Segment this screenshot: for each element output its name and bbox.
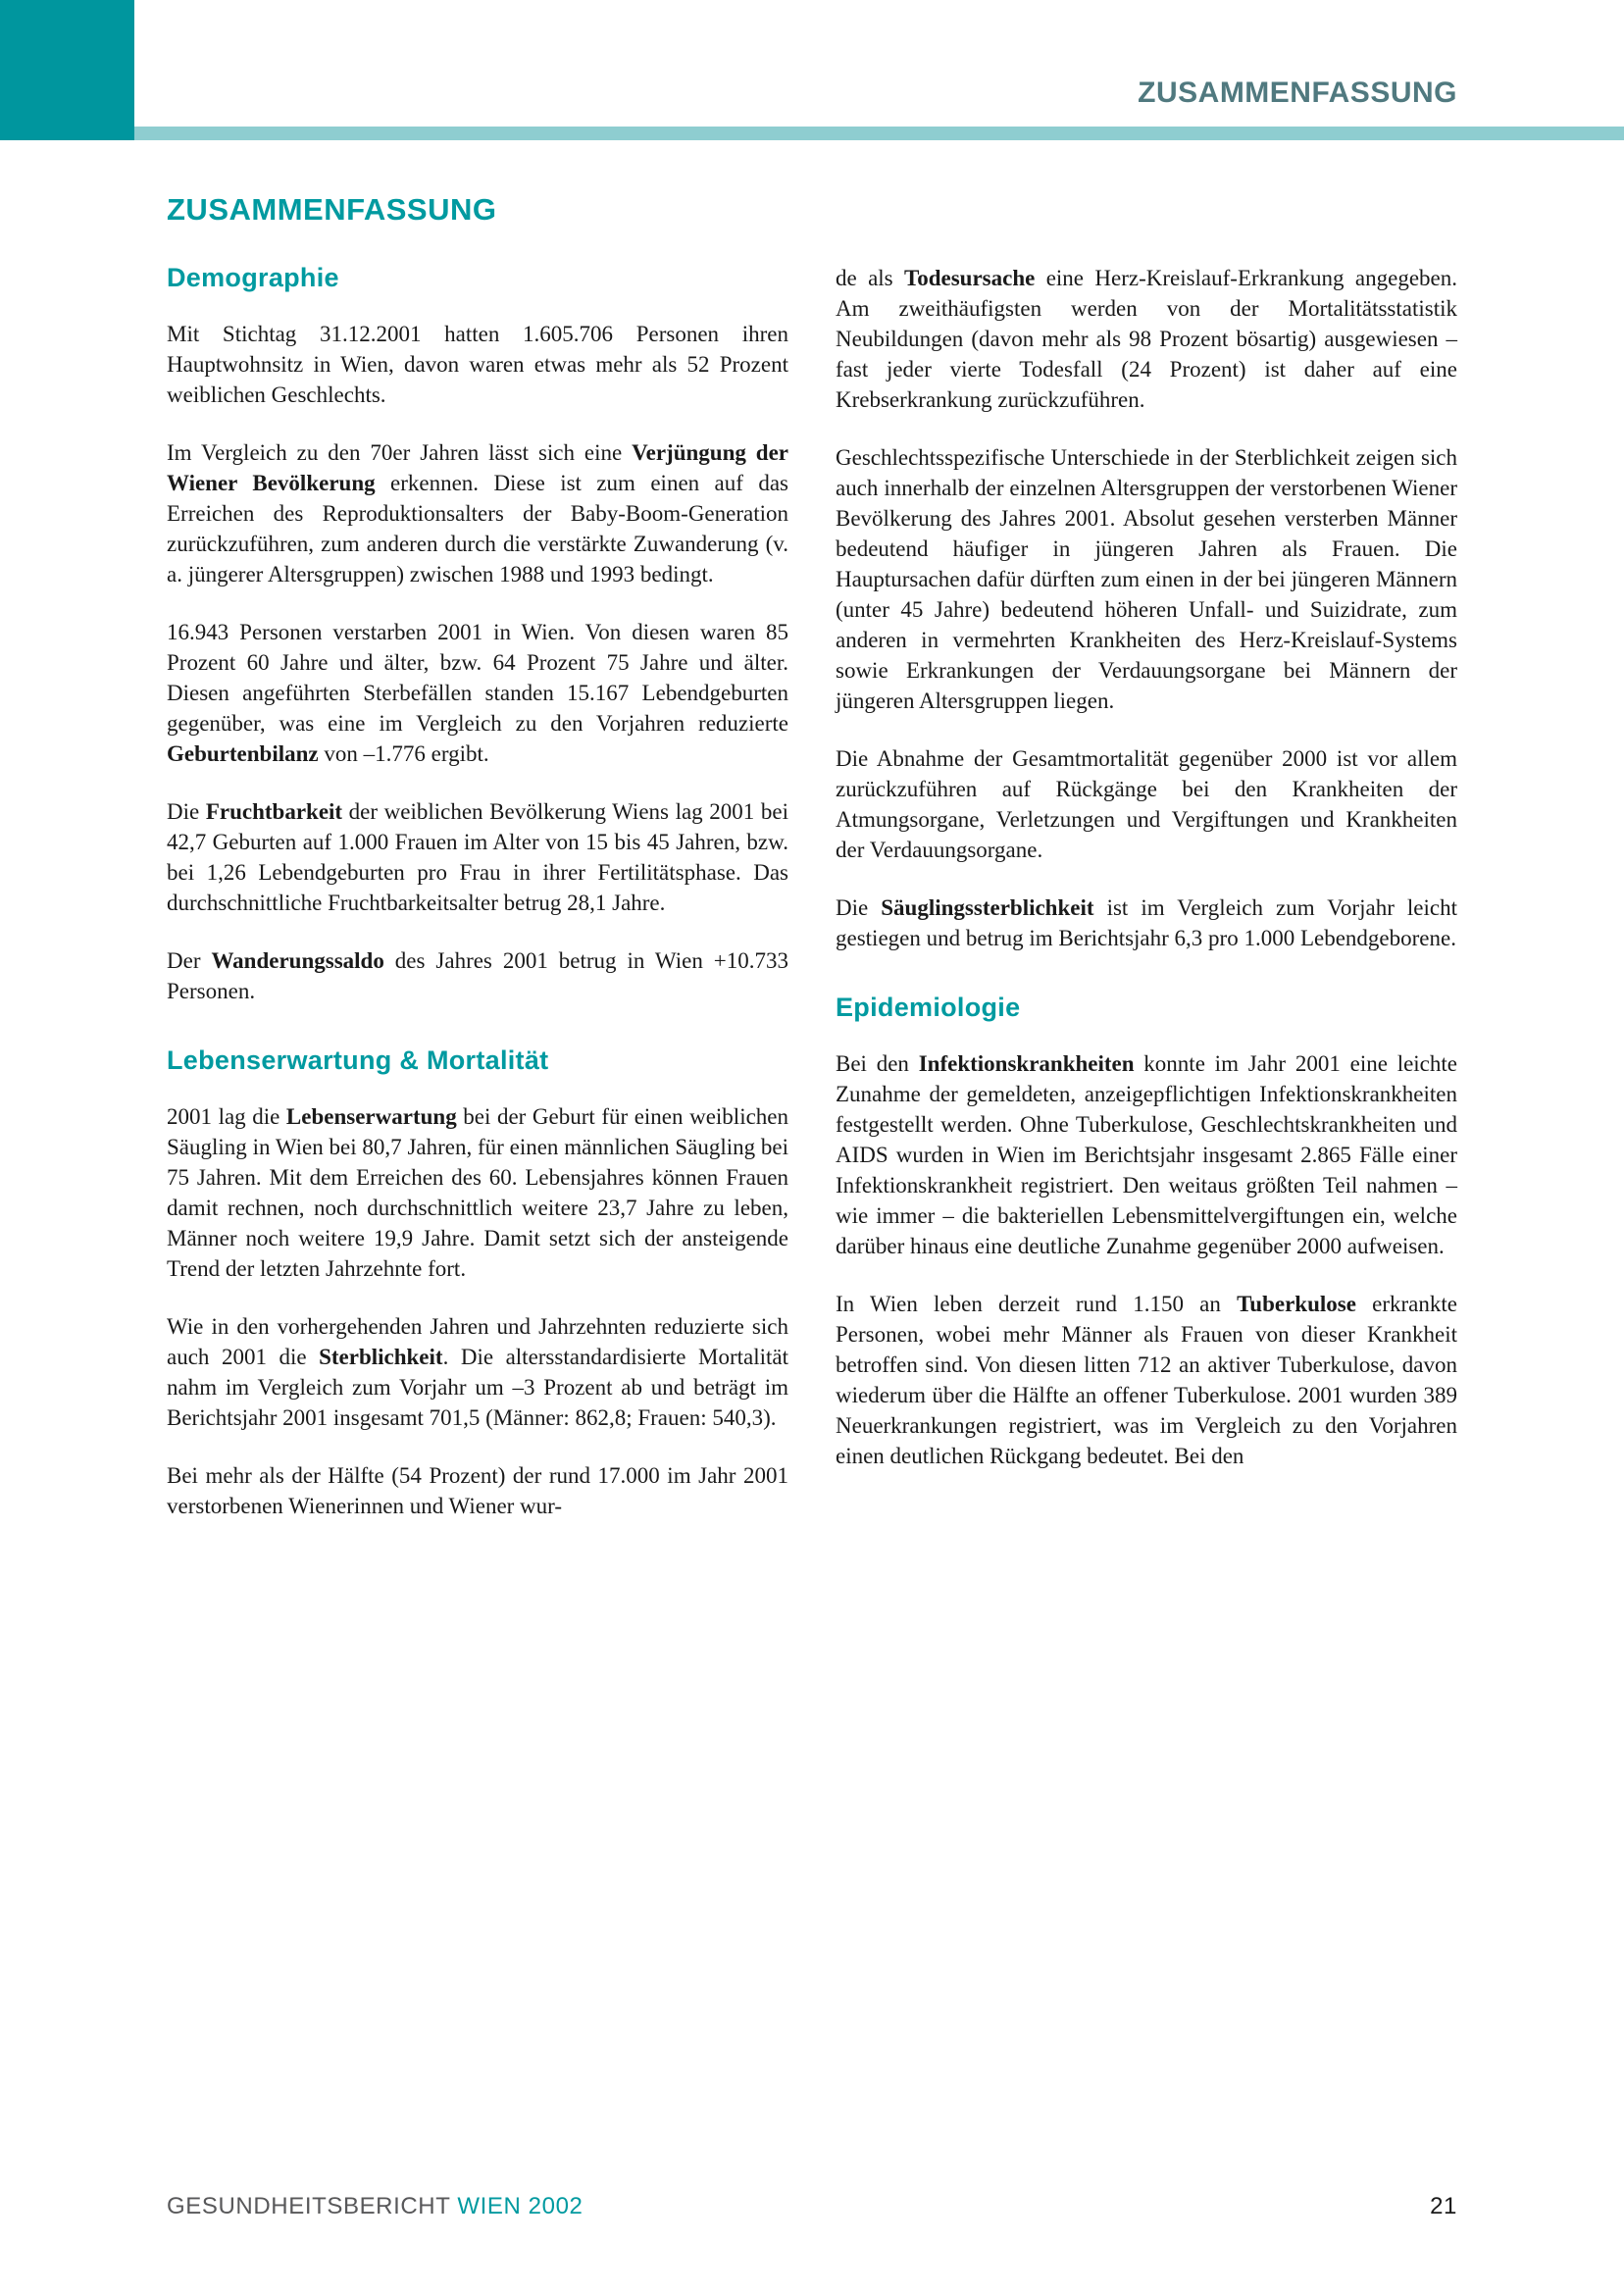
page-number: 21 xyxy=(1430,2193,1457,2219)
text-segment: Bei mehr als der Hälfte (54 Prozent) der rund 17.000 im Jahr 2001 verstorbenen Wienerinnen und Wiener wur- xyxy=(167,1463,788,1518)
text-segment: von –1.776 ergibt. xyxy=(318,741,489,766)
paragraph xyxy=(836,442,1457,716)
text-segment: konnte im Jahr 2001 eine leichte Zunahme der gemeldeten, anzeigepflichtigen Infektionskrankheiten festgestellt werden. Ohne Tuberkulose, Geschlechtskrankheiten und AIDS wurden in Wien im Berichtsjahr insgesamt 2.865 Fälle einer Infektionskrankheit registriert. Den weitaus größten Teil nahmen – wie immer – die bakteriellen Lebensmittelvergiftungen ein, welche darüber hinaus eine deutliche Zunahme gegenüber 2000 aufweisen. xyxy=(836,1051,1457,1258)
text-segment: Wie in den vorhergehenden Jahren und Jahrzehnten reduzierte sich auch 2001 die xyxy=(167,1314,788,1369)
footer-report-title xyxy=(167,2193,583,2220)
text-segment: bei der Geburt für einen weiblichen Säugling in Wien bei 80,7 Jahren, für einen männlichen Säugling bei 75 Jahren. Mit dem Erreichen des 60. Lebensjahres können Frauen damit rechnen, noch durchschnittlich weitere 23,7 Jahre zu leben, Männer noch weitere 19,9 Jahre. Damit setzt sich der ansteigende Trend der letzten Jahrzehnte fort. xyxy=(167,1104,788,1281)
bold-text-segment: Sterblichkeit xyxy=(319,1345,443,1369)
paragraph xyxy=(167,1311,788,1433)
text-segment: Geschlechtsspezifische Unterschiede in der Sterblichkeit zeigen sich auch innerhalb der einzelnen Altersgruppen der verstorbenen Wiener Bevölkerung des Jahres 2001. Absolut gesehen versterben Männer bedeutend häufiger in jüngeren Jahren als Frauen. Die Hauptursachen dafür dürften zum einen in der bei jüngeren Männern (unter 45 Jahre) bedeutend höheren Unfall- und Suizidrate, zum anderen in vermehrten Krankheiten des Herz-Kreislauf-Systems sowie Erkrankungen der Verdauungsorgane bei Männern der jüngeren Altersgruppen liegen. xyxy=(836,445,1457,713)
footer xyxy=(167,2193,1457,2220)
running-head: ZUSAMMENFASSUNG xyxy=(1138,76,1457,109)
two-column-layout xyxy=(167,263,1457,1549)
text-segment: Mit Stichtag 31.12.2001 hatten 1.605.706 Personen ihren Hauptwohnsitz in Wien, davon waren etwas mehr als 52 Prozent weiblichen Geschlechts. xyxy=(167,322,788,407)
text-segment: Die xyxy=(167,799,206,824)
text-segment: 16.943 Personen verstarben 2001 in Wien. Von diesen waren 85 Prozent 60 Jahre und älter, bzw. 64 Prozent 75 Jahre und älter. Diesen angeführten Sterbefällen standen 15.167 Lebendgeburten gegenüber, was eine im Vergleich zu den Vorjahren reduzierte xyxy=(167,620,788,736)
text-segment: Im Vergleich zu den 70er Jahren lässt sich eine xyxy=(167,440,633,465)
text-segment: erkennen. Diese ist zum einen auf das Erreichen des Reproduktionsalters der Baby-Boom-Generation zurückzuführen, zum anderen durch die verstärkte Zuwanderung (v. a. jüngerer Altersgruppen) zwischen 1988 und 1993 bedingt. xyxy=(167,471,788,586)
text-segment: des Jahres 2001 betrug in Wien +10.733 Personen. xyxy=(167,948,788,1003)
text-segment: . Die altersstandardisierte Mortalität nahm im Vergleich zum Vorjahr um –3 Prozent ab und beträgt im Berichtsjahr 2001 insgesamt 701,5 (Männer: 862,8; Frauen: 540,3). xyxy=(167,1345,788,1430)
column-left xyxy=(167,263,788,1549)
bold-text-segment: Lebenserwartung xyxy=(285,1104,457,1129)
text-segment: Bei den xyxy=(836,1051,919,1076)
text-segment: de als xyxy=(836,266,904,290)
text-segment: erkrankte Personen, wobei mehr Männer als Frauen von dieser Krankheit betroffen sind. Von diesen litten 712 an aktiver Tuberkulose, davon wiederum über die Hälfte an offener Tuberkulose. 2001 wurden 389 Neuerkrankungen registriert, was im Vergleich zu den Vorjahren einen deutlichen Rückgang bedeutet. Bei den xyxy=(836,1292,1457,1468)
page-title: ZUSAMMENFASSUNG xyxy=(167,192,497,227)
bold-text-segment: Tuberkulose xyxy=(1237,1292,1356,1316)
section-heading: Epidemiologie xyxy=(836,993,1021,1022)
text-segment: der weiblichen Bevölkerung Wiens lag 2001 bei 42,7 Geburten auf 1.000 Frauen im Alter von 15 bis 45 Jahren, bzw. bei 1,26 Lebendgeburten pro Frau in ihrer Fertilitätsphase. Das durchschnittliche Fruchtbarkeitsalter betrug 28,1 Jahre. xyxy=(167,799,788,915)
content-area xyxy=(167,192,1457,1549)
bold-text-segment: Verjüngung der Wiener Bevölkerung xyxy=(167,440,789,495)
footer-report-name: GESUNDHEITSBERICHT xyxy=(167,2193,458,2219)
paragraph xyxy=(836,1048,1457,1261)
bold-text-segment: Wanderungssaldo xyxy=(211,948,384,973)
column-right xyxy=(836,263,1457,1499)
paragraph xyxy=(836,263,1457,415)
paragraph xyxy=(836,892,1457,953)
paragraph xyxy=(167,1460,788,1521)
paragraph xyxy=(167,617,788,769)
section-heading: Demographie xyxy=(167,263,339,292)
header-band xyxy=(0,127,1624,140)
paragraph xyxy=(167,437,788,589)
paragraph xyxy=(167,319,788,410)
paragraph xyxy=(167,796,788,918)
bold-text-segment: Fruchtbarkeit xyxy=(205,799,343,824)
text-segment: Die Abnahme der Gesamtmortalität gegenüber 2000 ist vor allem zurückzuführen auf Rückgänge bei den Krankheiten der Atmungsorgane, Verletzungen und Vergiftungen und Krankheiten der Verdauungsorgane. xyxy=(836,746,1457,862)
section-heading: Lebenserwartung & Mortalität xyxy=(167,1045,549,1075)
paragraph xyxy=(836,1289,1457,1471)
text-segment: eine Herz-Kreislauf-Erkrankung angegeben. Am zweithäufigsten werden von der Mortalitätsstatistik Neubildungen (davon mehr als 98 Prozent bösartig) ausgewiesen – fast jeder vierte Todesfall (24 Prozent) ist daher auf eine Krebserkrankung zurückzuführen. xyxy=(836,266,1457,412)
teal-corner-block xyxy=(0,0,134,140)
bold-text-segment: Geburtenbilanz xyxy=(167,741,319,766)
paragraph xyxy=(167,945,788,1006)
text-segment: 2001 lag die xyxy=(167,1104,286,1129)
paragraph xyxy=(167,1101,788,1284)
text-segment: Die xyxy=(836,895,882,920)
bold-text-segment: Säuglingssterblichkeit xyxy=(881,895,1094,920)
text-segment: In Wien leben derzeit rund 1.150 an xyxy=(836,1292,1238,1316)
paragraph xyxy=(836,743,1457,865)
footer-report-accent: WIEN 2002 xyxy=(457,2193,584,2219)
bold-text-segment: Infektionskrankheiten xyxy=(918,1051,1135,1076)
bold-text-segment: Todesursache xyxy=(904,266,1036,290)
text-segment: Der xyxy=(167,948,212,973)
text-segment: ist im Vergleich zum Vorjahr leicht gestiegen und betrug im Berichtsjahr 6,3 pro 1.000 Lebendgeborene. xyxy=(836,895,1457,950)
